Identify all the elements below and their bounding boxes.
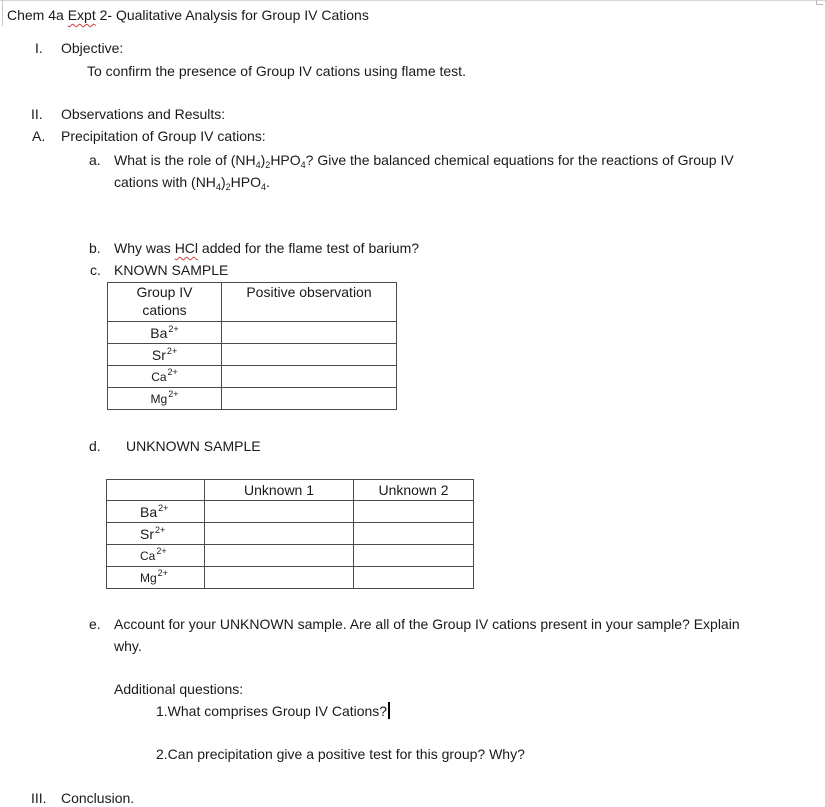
unknown-sample-table — [106, 479, 474, 589]
section-heading-objective: Objective: — [61, 40, 124, 56]
item-label: e. — [89, 616, 101, 632]
text-cursor — [388, 702, 390, 719]
table-cell[interactable] — [222, 388, 397, 410]
table-cell[interactable] — [354, 523, 474, 545]
table-row-label[interactable]: $Sr^{2+}$ — [107, 523, 205, 545]
table-row-label[interactable]: $Ba^{2+}$ — [107, 501, 205, 523]
table-header-cell[interactable]: Group IV cations — [108, 283, 222, 322]
additional-question-1[interactable]: 1.What comprises Group IV Cations? — [156, 702, 390, 720]
table-row-label[interactable]: $Mg^{2+}$ — [107, 567, 205, 589]
additional-question-2: 2.Can precipitation give a positive test for this group? Why? — [156, 746, 525, 762]
page-corner-mark — [816, 0, 823, 5]
subsection-letter: A. — [32, 128, 46, 144]
table-row-label[interactable]: $Ca^{2+}$ — [107, 545, 205, 567]
table-header-cell[interactable]: Unknown 1 — [205, 480, 354, 501]
table-cell[interactable] — [205, 523, 354, 545]
table-cell[interactable] — [222, 366, 397, 388]
item-label: b. — [89, 240, 101, 256]
spellcheck-word: Expt — [67, 7, 96, 23]
document-title[interactable]: Chem 4a Expt 2- Qualitative Analysis for Group IV Cations — [7, 7, 369, 23]
unknown-sample-heading: UNKNOWN SAMPLE — [126, 438, 261, 454]
table-header-cell[interactable]: Positive observation — [222, 283, 397, 322]
table-cell[interactable] — [205, 545, 354, 567]
objective-text: To confirm the presence of Group IV cations using flame test. — [87, 63, 466, 79]
table-cell[interactable] — [354, 545, 474, 567]
table-cell[interactable] — [354, 567, 474, 589]
table-cell[interactable] — [222, 322, 397, 344]
item-label: c. — [90, 262, 101, 278]
table-header-cell[interactable]: Unknown 2 — [354, 480, 474, 501]
question-a-line2: cations with $(NH_4)_2HPO_4$. — [114, 174, 270, 192]
question-e-line2: why. — [114, 638, 142, 654]
table-row-label[interactable]: $Sr^{2+}$ — [108, 344, 222, 366]
section-heading-observations: Observations and Results: — [61, 106, 226, 122]
item-label: d. — [89, 438, 101, 454]
table-row-label[interactable]: $Mg^{2+}$ — [108, 388, 222, 410]
table-cell[interactable] — [222, 344, 397, 366]
table-cell[interactable] — [205, 501, 354, 523]
additional-questions-heading: Additional questions: — [114, 681, 244, 697]
table-cell[interactable] — [205, 567, 354, 589]
section-number: II. — [31, 106, 43, 122]
section-heading-conclusion: Conclusion. — [61, 790, 135, 806]
question-e-line1: Account for your UNKNOWN sample. Are all of the Group IV cations present in your sample? Explain — [114, 616, 740, 632]
question-b: Why was HCl added for the flame test of barium? — [114, 240, 420, 256]
table-cell[interactable] — [354, 501, 474, 523]
page-left-border — [2, 0, 3, 26]
section-number: III. — [31, 790, 47, 806]
known-sample-heading: KNOWN SAMPLE — [114, 262, 229, 278]
table-row-label[interactable]: $Ca^{2+}$ — [108, 366, 222, 388]
table-header-cell[interactable] — [107, 480, 205, 501]
section-number: I. — [35, 40, 43, 56]
known-sample-table — [107, 282, 397, 410]
page-top-border — [0, 0, 825, 1]
spellcheck-word: HCl — [174, 240, 199, 256]
item-label: a. — [89, 152, 101, 168]
subsection-heading-precipitation: Precipitation of Group IV cations: — [61, 128, 266, 144]
question-a-line1: What is the role of $(NH_4)_2HPO_4$? Give the balanced chemical equations for the reactions of Group IV — [114, 152, 734, 170]
table-row-label[interactable]: $Ba^{2+}$ — [108, 322, 222, 344]
